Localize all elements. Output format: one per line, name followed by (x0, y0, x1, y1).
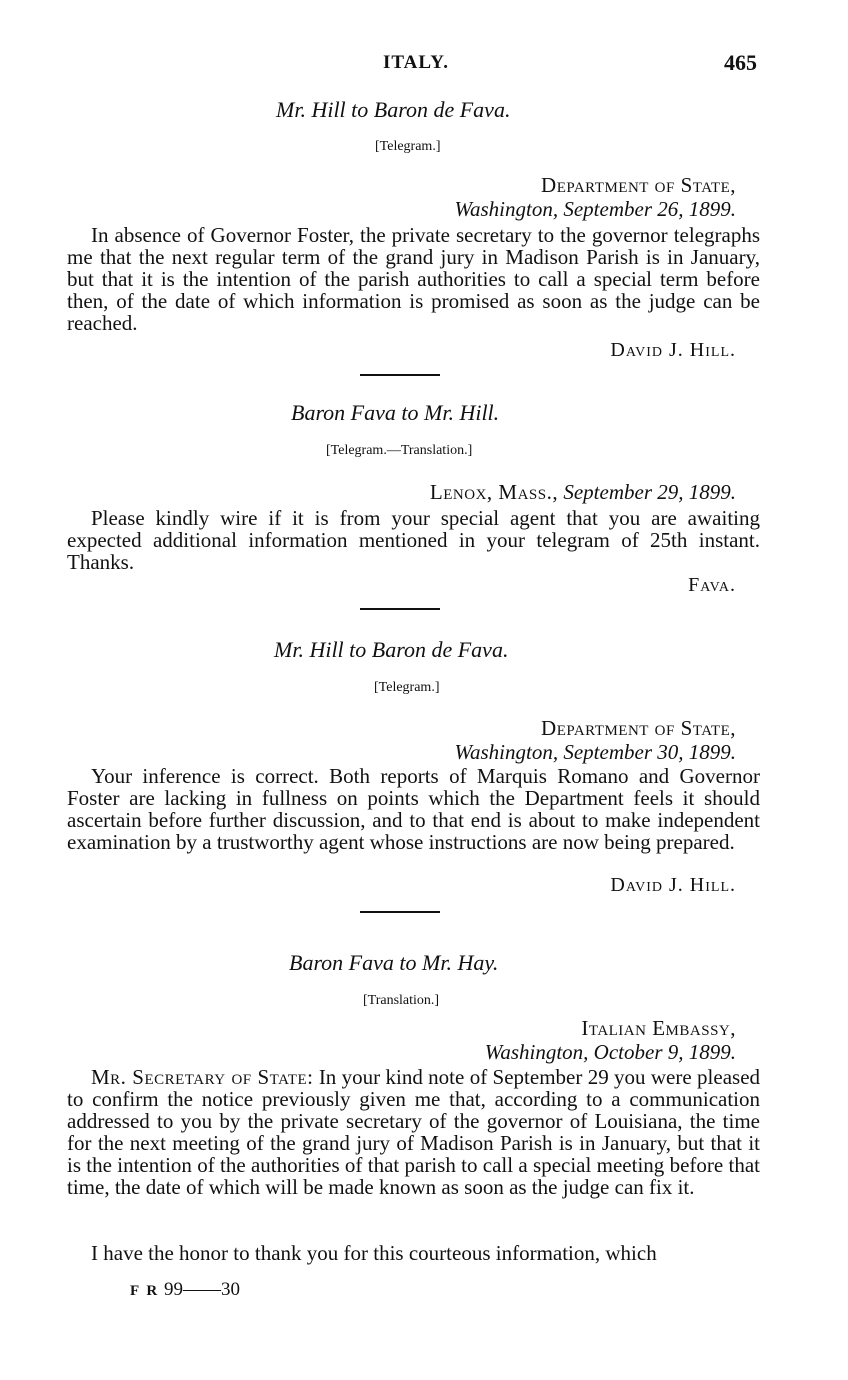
signature-mark (130, 1279, 240, 1301)
letter-signature: David J. Hill. (610, 339, 736, 361)
dateline-place: Department of State, (541, 173, 736, 197)
letter-title: Mr. Hill to Baron de Fava. (274, 637, 509, 662)
letter-note: [Telegram.] (375, 139, 441, 154)
dateline-place: Department of State, (541, 716, 736, 740)
letter-note: [Telegram.—Translation.] (326, 443, 473, 458)
letter-signature: David J. Hill. (610, 874, 736, 896)
letter-title: Baron Fava to Mr. Hay. (289, 950, 499, 975)
letter-paragraph: I have the honor to thank you for this courteous information, which (91, 1241, 657, 1265)
section-divider (360, 911, 440, 913)
letter-title: Baron Fava to Mr. Hill. (291, 400, 500, 425)
signature-mark-number: 99——30 (163, 1279, 240, 1300)
letter-note: [Telegram.] (374, 680, 440, 695)
dateline-place: Lenox, Mass., (429, 480, 559, 504)
dateline-date: September 26, 1899. (563, 197, 736, 221)
dateline-place: Italian Embassy, (581, 1016, 736, 1040)
letter-title: Mr. Hill to Baron de Fava. (276, 97, 511, 122)
dateline-date: September 29, 1899. (563, 480, 736, 504)
letter-dateline (430, 480, 736, 505)
dateline-city: Washington, (484, 1040, 589, 1064)
dateline-date: September 30, 1899. (563, 740, 736, 764)
signature-mark-letters: F R (130, 1283, 160, 1299)
letter-salutation: Mr. Secretary of State: (91, 1065, 314, 1089)
letter-note: [Translation.] (363, 993, 440, 1008)
dateline-city: Washington, (454, 197, 559, 221)
letter-paragraph: Your inference is correct. Both reports of Marquis Romano and Governor Foster are lacking in fullness on points which the Department feels it should ascertain before further discussion, and to that end is about to make independent examination by a trustworthy agent whose instructions are now being prepared. (67, 764, 760, 854)
letter-dateline (454, 716, 736, 764)
letter-dateline (454, 173, 736, 221)
letter-paragraph-text: In your kind note of September 29 you were pleased to confirm the notice previously given me that, according to a communication addressed to you by the private secretary of the governor of Louisiana, the time for the next meeting of the grand jury of Madison Parish is in January, but that it is the intention of the authorities of that parish to call a special meeting before that time, the date of which will be made known as soon as the judge can fix it. (67, 1065, 761, 1199)
dateline-date: October 9, 1899. (593, 1040, 736, 1064)
dateline-city: Washington, (454, 740, 559, 764)
letter-dateline (485, 1016, 736, 1064)
page-number: 465 (724, 50, 757, 75)
letter-paragraph (67, 1066, 760, 1198)
letter-paragraph: In absence of Governor Foster, the private secretary to the governor telegraphs me that the next regular term of the grand jury in Madison Parish is in January, but that it is the intention of the parish authorities to call a special term before then, of the date of which information is promised as soon as the judge can be reached. (67, 223, 760, 335)
section-divider (360, 608, 440, 610)
letter-paragraph: Please kindly wire if it is from your special agent that you are awaiting expected additional information mentioned in your telegram of 25th instant. Thanks. (67, 506, 760, 574)
running-head-title: ITALY. (383, 52, 450, 73)
section-divider (360, 374, 440, 376)
letter-signature: Fava. (688, 574, 736, 596)
